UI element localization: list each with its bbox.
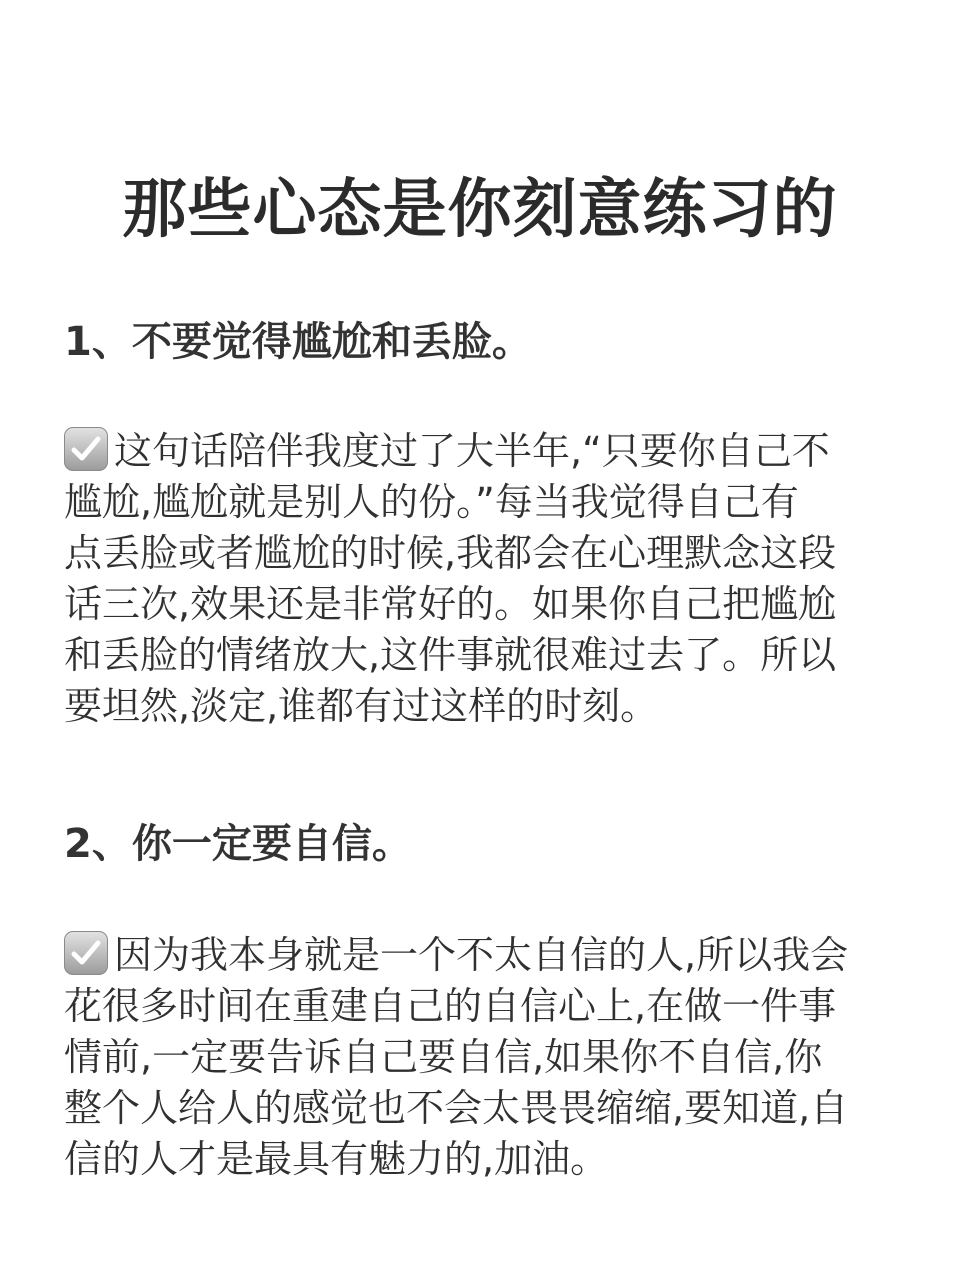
paragraph-text: 这句话陪伴我度过了大半年,“只要你自己不 bbox=[114, 429, 830, 473]
paragraph-line: 尴尬,尴尬就是别人的份。”每当我觉得自己有 bbox=[64, 480, 799, 524]
section-heading-2: 2、你一定要自信。 bbox=[64, 821, 412, 867]
paragraph-line: 点丢脸或者尴尬的时候,我都会在心理默念这段 bbox=[64, 531, 837, 575]
paragraph-line: 和丢脸的情绪放大,这件事就很难过去了。所以 bbox=[64, 633, 837, 677]
paragraph-line: 话三次,效果还是非常好的。如果你自己把尴尬 bbox=[64, 582, 837, 626]
section-paragraph-2 bbox=[64, 930, 896, 1185]
checkbox-checked-icon bbox=[64, 427, 108, 471]
paragraph-line bbox=[64, 930, 896, 981]
paragraph-line: 要坦然,淡定,谁都有过这样的时刻。 bbox=[64, 684, 659, 728]
page-title: 那些心态是你刻意练习的 bbox=[122, 173, 838, 247]
paragraph-line: 花很多时间在重建自己的自信心上,在做一件事 bbox=[64, 984, 837, 1028]
paragraph-line: 整个人给人的感觉也不会太畏畏缩缩,要知道,自 bbox=[64, 1086, 849, 1130]
paragraph-line bbox=[64, 426, 896, 477]
checkbox-checked-icon bbox=[64, 931, 108, 975]
paragraph-line: 情前,一定要告诉自己要自信,如果你不自信,你 bbox=[64, 1035, 823, 1079]
paragraph-text: 因为我本身就是一个不太自信的人,所以我会 bbox=[114, 933, 849, 977]
section-heading-1: 1、不要觉得尴尬和丢脸。 bbox=[64, 319, 532, 365]
paragraph-line: 信的人才是最具有魅力的,加油。 bbox=[64, 1137, 609, 1181]
section-paragraph-1 bbox=[64, 426, 896, 732]
